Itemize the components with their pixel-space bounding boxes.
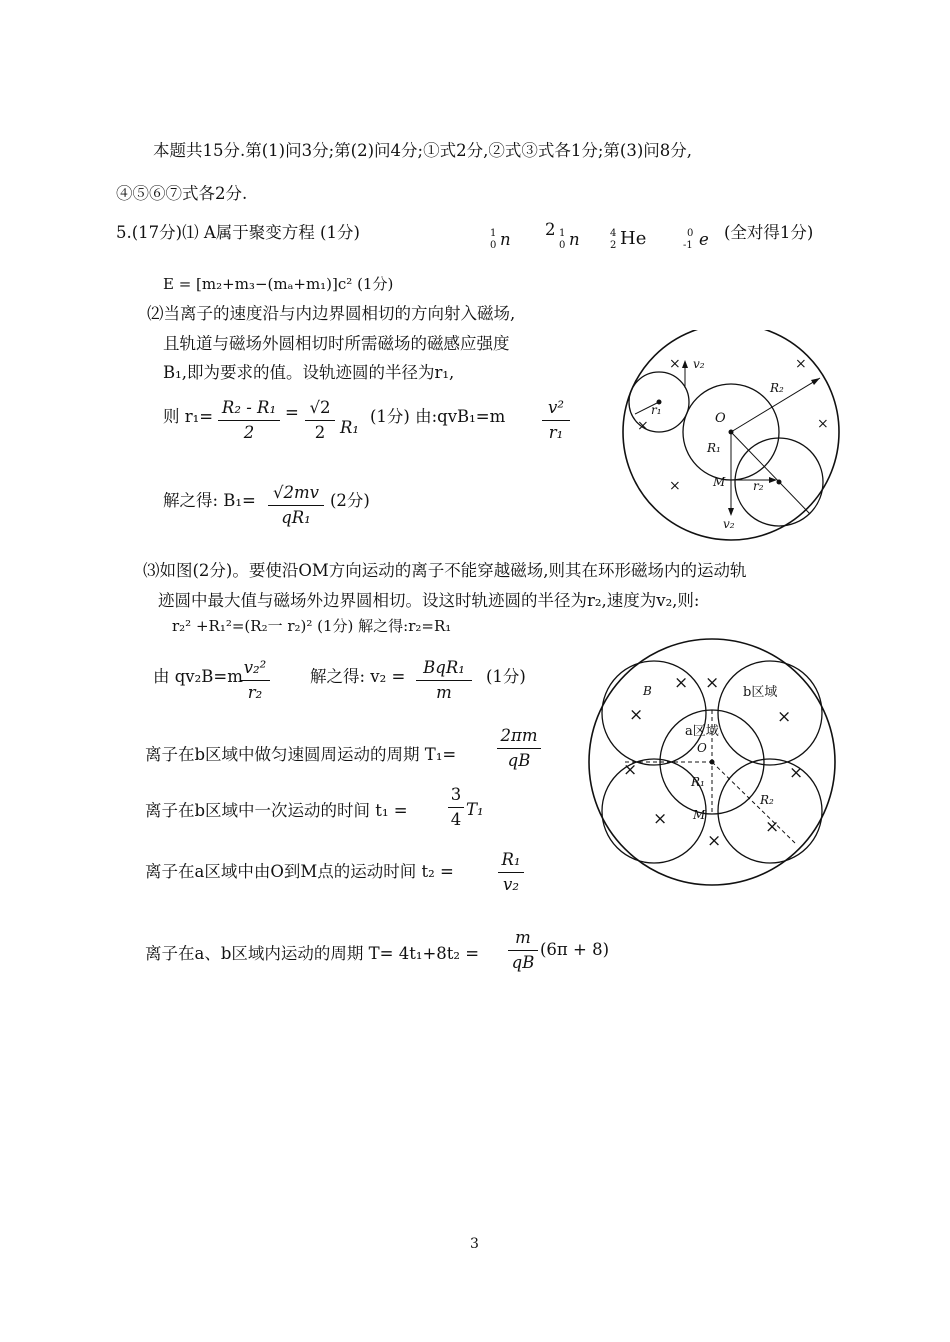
field-cross-mark: × — [669, 478, 681, 494]
time-b-line: 离子在b区域中一次运动的时间 t₁ = — [145, 801, 408, 820]
label-R2: R₂ — [760, 793, 774, 807]
trajectory-circle-lower-right — [718, 759, 822, 863]
nuclide-symbol: e — [699, 230, 709, 249]
part3-line1: ⑶如图(2分)。要使沿OM方向运动的离子不能穿越磁场,则其在环形磁场内的运动轨 — [143, 561, 747, 580]
field-cross-mark: × — [765, 817, 780, 837]
nuclide-sub: 0 — [559, 240, 566, 251]
score-2: (2分) — [330, 491, 370, 510]
scoring-note-line1: 本题共15分.第(1)问3分;第(2)问4分;①式2分,②式③式各1分;第(3)问8分, — [153, 141, 693, 160]
fraction-sqrt2-over-2 — [305, 398, 335, 443]
numerator: R₂ - R₁ — [221, 398, 277, 417]
numerator: √2 — [309, 398, 331, 417]
denominator: qB — [507, 751, 531, 770]
numerator: R₁ — [501, 850, 521, 869]
solve-b1: 解之得: B₁= — [163, 491, 256, 510]
r2-equation: r₂² +R₁²=(R₂一 r₂)² (1分) 解之得:r₂=R₁ — [172, 617, 452, 635]
field-cross-mark: × — [789, 763, 804, 783]
fraction-bar — [240, 680, 270, 681]
label-b: B — [643, 684, 652, 698]
nuclide-symbol: He — [620, 228, 647, 249]
denominator: v₂ — [503, 875, 519, 894]
field-cross-mark: × — [705, 673, 720, 693]
fraction-bar — [508, 950, 538, 951]
total-period-tail: (6π + 8) — [540, 940, 610, 959]
t1-factor: T₁ — [466, 800, 484, 819]
radius-R2-dashed — [712, 762, 795, 843]
fraction-bar — [416, 680, 472, 681]
numerator: √2mv — [273, 483, 319, 502]
fraction-bar — [542, 420, 570, 421]
radius-line-oblique — [731, 432, 810, 514]
full-score-note: (全对得1分) — [724, 223, 814, 242]
trajectory-circle-upper-left — [602, 661, 706, 765]
fraction-t1 — [497, 726, 541, 771]
nuclide-sup: 0 — [687, 228, 694, 239]
field-cross-mark: × — [669, 356, 681, 372]
field-cross-mark: × — [623, 760, 638, 780]
field-cross-mark: × — [674, 673, 689, 693]
denominator: r₁ — [548, 423, 564, 442]
fraction-bar — [305, 420, 335, 421]
time-a-line: 离子在a区域中由O到M点的运动时间 t₂ = — [145, 862, 454, 881]
nuclide-sup: 1 — [559, 228, 566, 239]
label-R1: R₁ — [707, 441, 721, 455]
numerator: 3 — [450, 785, 462, 804]
label-r1: r₁ — [651, 403, 662, 417]
fraction-v2-over-r1 — [542, 398, 570, 443]
part2-line2: 且轨道与磁场外圆相切时所需磁场的磁感应强度 — [163, 334, 510, 353]
fraction-bar — [218, 420, 280, 421]
fraction-bar — [448, 807, 464, 808]
label-o: O — [697, 741, 707, 755]
fraction-r-diff — [218, 398, 280, 443]
nuclide-sub: -1 — [683, 240, 693, 251]
denominator: 4 — [450, 810, 462, 829]
field-cross-mark: × — [817, 416, 829, 432]
nuclide-neutron-1 — [490, 228, 530, 256]
denominator: qR₁ — [281, 508, 311, 527]
numerator: 2πm — [500, 726, 538, 745]
field-cross-mark: × — [707, 831, 722, 851]
fraction-b1 — [268, 483, 324, 528]
fraction-total — [508, 928, 538, 973]
field-cross-mark: × — [795, 356, 807, 372]
field-cross-mark: × — [629, 705, 644, 725]
scoring-note-line2: ④⑤⑥⑦式各2分. — [116, 184, 248, 203]
page-number: 3 — [470, 1236, 479, 1252]
denominator: m — [436, 683, 452, 702]
nuclide-symbol: n — [500, 230, 511, 249]
arrowhead — [811, 378, 820, 385]
score-and-force-eq: (1分) 由:qvB₁=m — [370, 407, 506, 426]
energy-equation: E = [m₂+m₃−(mₐ+m₁)]c² (1分) — [163, 275, 394, 293]
numerator: BqR₁ — [423, 658, 465, 677]
fraction-bar — [498, 872, 524, 873]
label-v2-top: v₂ — [693, 357, 705, 371]
field-cross-mark: × — [637, 418, 649, 434]
label-o: O — [715, 411, 726, 426]
nuclide-sub: 2 — [610, 240, 617, 251]
label-v2-bottom: v₂ — [723, 517, 735, 531]
label-r2: r₂ — [753, 479, 764, 493]
part2-line3: B₁,即为要求的值。设轨迹圆的半径为r₁, — [163, 363, 455, 382]
figure-2-four-region-field — [585, 638, 840, 893]
center-dot-o — [710, 760, 715, 765]
field-cross-mark: × — [653, 809, 668, 829]
r1-factor: R₁ — [340, 418, 360, 437]
fraction-v2sq-over-r2 — [240, 658, 270, 703]
figure-1-magnetic-field — [615, 330, 865, 555]
question-5-heading: 5.(17分)⑴ A属于聚变方程 (1分) — [116, 223, 360, 242]
fraction-bar — [497, 748, 541, 749]
period-b-line: 离子在b区域中做匀速圆周运动的周期 T₁= — [145, 745, 457, 764]
trajectory-circle-upper-right — [718, 661, 822, 765]
numerator: v² — [548, 398, 564, 417]
label-m: M — [693, 808, 706, 822]
fraction-t2 — [498, 850, 524, 895]
force-eq-v2: 由 qv₂B=m — [153, 667, 243, 686]
total-period-line: 离子在a、b区域内运动的周期 T= 4t₁+8t₂ = — [145, 944, 480, 963]
denominator: 2 — [243, 423, 255, 442]
nuclide-helium — [610, 228, 660, 256]
numerator: v₂² — [243, 658, 267, 677]
nuclide-sup: 1 — [490, 228, 497, 239]
nuclide-coef: 2 — [545, 220, 556, 239]
arrowhead — [728, 508, 734, 516]
field-cross-mark: × — [777, 707, 792, 727]
label-a-region: a区域 — [685, 724, 719, 739]
denominator: 2 — [314, 423, 326, 442]
nuclide-electron — [683, 228, 723, 256]
denominator: r₂ — [247, 683, 263, 702]
nuclide-sup: 4 — [610, 228, 617, 239]
arrowhead — [682, 360, 688, 368]
label-R2: R₂ — [770, 381, 784, 395]
fraction-three-quarters — [448, 785, 464, 830]
nuclide-sub: 0 — [490, 240, 497, 251]
label-m: M — [713, 475, 726, 489]
then-r1: 则 r₁= — [163, 407, 214, 426]
part2-line1: ⑵当离子的速度沿与内边界圆相切的方向射入磁场, — [147, 304, 516, 323]
equals-sign: = — [285, 403, 299, 422]
fraction-bar — [268, 505, 324, 506]
nuclide-symbol: n — [569, 230, 580, 249]
numerator: m — [515, 928, 531, 947]
denominator: qB — [511, 953, 535, 972]
nuclide-neutron-2 — [545, 220, 595, 256]
score-3: (1分) — [486, 667, 526, 686]
fraction-v2 — [416, 658, 472, 703]
label-R1: R₁ — [691, 775, 705, 789]
solve-v2: 解之得: v₂ = — [310, 667, 406, 686]
label-b-region: b区域 — [743, 685, 778, 700]
part3-line2: 迹圆中最大值与磁场外边界圆相切。设这时轨迹圆的半径为r₂,速度为v₂,则: — [158, 591, 700, 610]
